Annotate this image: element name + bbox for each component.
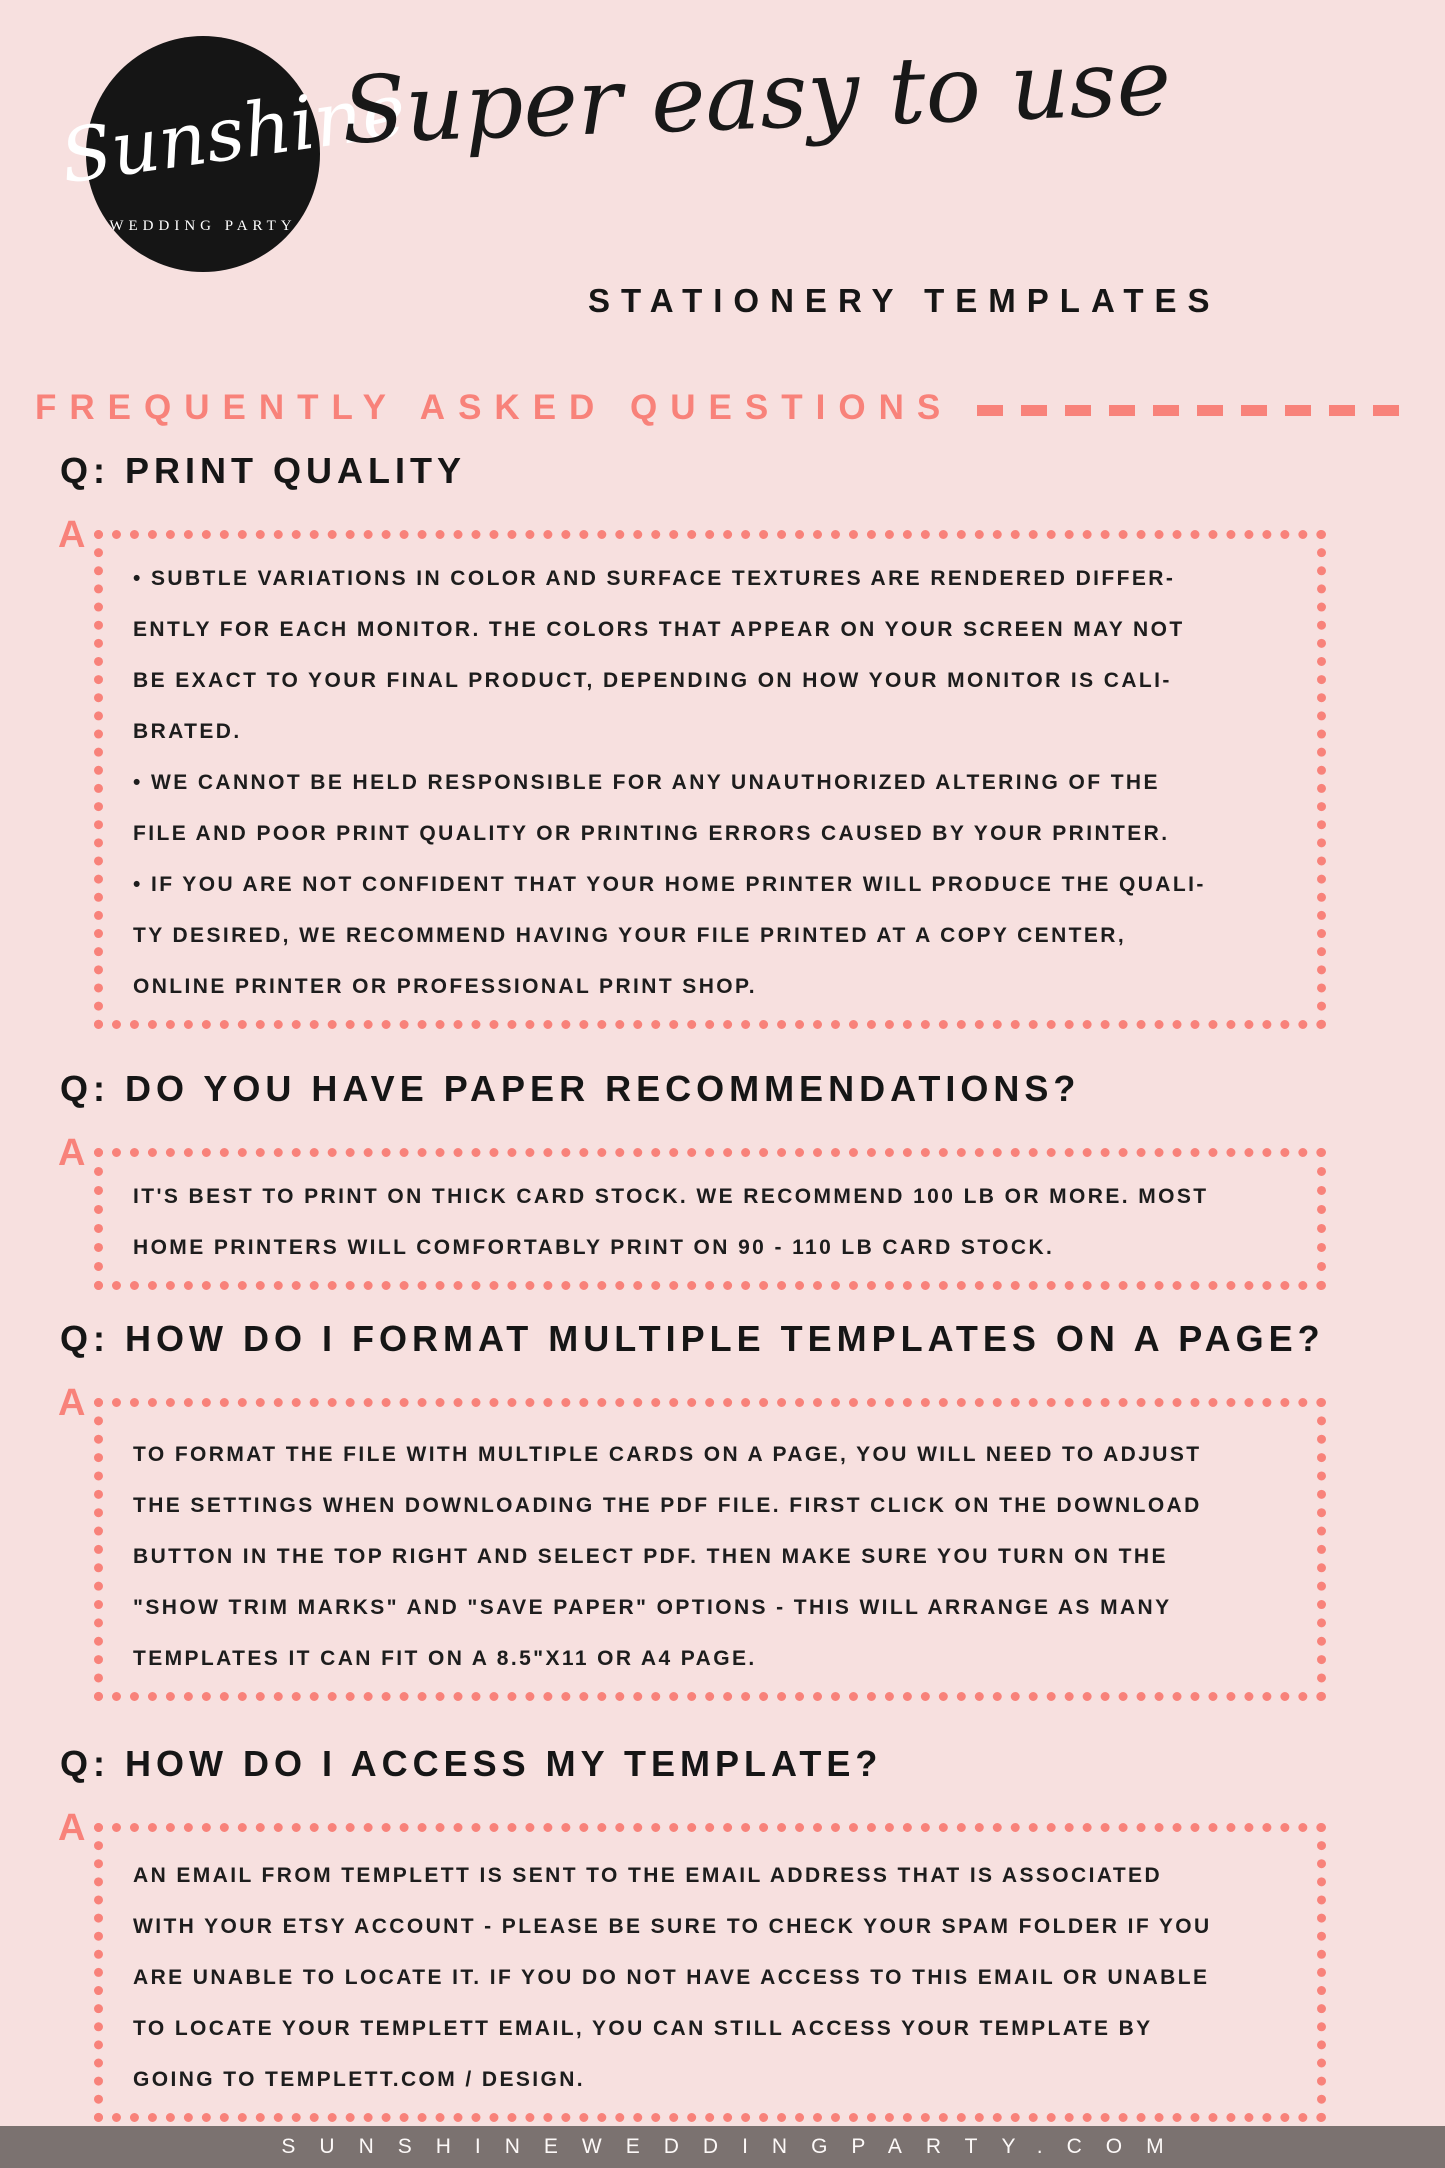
question-heading: Q: DO YOU HAVE PAPER RECOMMENDATIONS? (60, 1068, 1081, 1109)
faq-section-paper-recommendations (60, 1068, 1390, 1290)
footer-website-text: SUNSHINEWEDDINGPARTY.COM (281, 2135, 1188, 2158)
answer-row (58, 1132, 1390, 1290)
answer-line: • IF YOU ARE NOT CONFIDENT THAT YOUR HOME PRINTER WILL PRODUCE THE QUALI- (133, 873, 1206, 896)
answer-label: A (58, 514, 86, 556)
question-heading: Q: PRINT QUALITY (60, 450, 466, 491)
answer-line: BRATED. (133, 720, 242, 743)
faq-title: FREQUENTLY ASKED QUESTIONS (35, 388, 954, 427)
answer-label: A (58, 1132, 86, 1174)
answer-box (94, 1148, 1326, 1290)
answer-line: BE EXACT TO YOUR FINAL PRODUCT, DEPENDING ON HOW YOUR MONITOR IS CALI- (133, 669, 1172, 692)
dashed-line-decoration (977, 405, 1413, 416)
answer-label: A (58, 1807, 86, 1849)
answer-line: IT'S BEST TO PRINT ON THICK CARD STOCK. WE RECOMMEND 100 LB OR MORE. MOST (133, 1185, 1209, 1208)
answer-line: ARE UNABLE TO LOCATE IT. IF YOU DO NOT HAVE ACCESS TO THIS EMAIL OR UNABLE (133, 1966, 1210, 1989)
question-heading: Q: HOW DO I FORMAT MULTIPLE TEMPLATES ON A PAGE? (60, 1318, 1325, 1359)
answer-line: ENTLY FOR EACH MONITOR. THE COLORS THAT APPEAR ON YOUR SCREEN MAY NOT (133, 618, 1185, 641)
answer-box (94, 1823, 1326, 2122)
brand-logo (55, 36, 411, 272)
answer-line: HOME PRINTERS WILL COMFORTABLY PRINT ON 90 - 110 LB CARD STOCK. (133, 1236, 1055, 1259)
faq-section-multiple-templates (60, 1318, 1390, 1701)
answer-box (94, 530, 1326, 1029)
brand-script-text: Sunshine (55, 67, 411, 201)
answer-line: FILE AND POOR PRINT QUALITY OR PRINTING ERRORS CAUSED BY YOUR PRINTER. (133, 822, 1170, 845)
answer-box (94, 1398, 1326, 1701)
faq-section-access-template (60, 1743, 1390, 2122)
answer-row (58, 514, 1390, 1029)
answer-line: TO FORMAT THE FILE WITH MULTIPLE CARDS ON A PAGE, YOU WILL NEED TO ADJUST (133, 1443, 1202, 1466)
faq-title-row (35, 388, 1413, 428)
answer-line: "SHOW TRIM MARKS" AND "SAVE PAPER" OPTIONS - THIS WILL ARRANGE AS MANY (133, 1596, 1172, 1619)
question-heading: Q: HOW DO I ACCESS MY TEMPLATE? (60, 1743, 883, 1784)
answer-row (58, 1382, 1390, 1701)
brand-subtext: WEDDING PARTY (109, 218, 297, 234)
faq-section-print-quality (60, 450, 1390, 1029)
answer-line: TO LOCATE YOUR TEMPLETT EMAIL, YOU CAN STILL ACCESS YOUR TEMPLATE BY (133, 2017, 1153, 2040)
answer-label: A (58, 1382, 86, 1424)
answer-line: THE SETTINGS WHEN DOWNLOADING THE PDF FILE. FIRST CLICK ON THE DOWNLOAD (133, 1494, 1202, 1517)
tagline-script: Super easy to use (340, 28, 1173, 165)
answer-line: TY DESIRED, WE RECOMMEND HAVING YOUR FILE PRINTED AT A COPY CENTER, (133, 924, 1127, 947)
footer-bar (0, 2126, 1445, 2168)
answer-line: GOING TO TEMPLETT.COM / DESIGN. (133, 2068, 586, 2091)
answer-line: WITH YOUR ETSY ACCOUNT - PLEASE BE SURE TO CHECK YOUR SPAM FOLDER IF YOU (133, 1915, 1212, 1938)
answer-row (58, 1807, 1390, 2122)
answer-line: TEMPLATES IT CAN FIT ON A 8.5"X11 OR A4 PAGE. (133, 1647, 757, 1670)
page-subtitle: STATIONERY TEMPLATES (588, 282, 1221, 319)
answer-line: BUTTON IN THE TOP RIGHT AND SELECT PDF. THEN MAKE SURE YOU TURN ON THE (133, 1545, 1168, 1568)
answer-line: AN EMAIL FROM TEMPLETT IS SENT TO THE EMAIL ADDRESS THAT IS ASSOCIATED (133, 1864, 1163, 1887)
answer-line: • SUBTLE VARIATIONS IN COLOR AND SURFACE TEXTURES ARE RENDERED DIFFER- (133, 567, 1176, 590)
answer-line: ONLINE PRINTER OR PROFESSIONAL PRINT SHOP. (133, 975, 757, 998)
answer-line: • WE CANNOT BE HELD RESPONSIBLE FOR ANY UNAUTHORIZED ALTERING OF THE (133, 771, 1160, 794)
